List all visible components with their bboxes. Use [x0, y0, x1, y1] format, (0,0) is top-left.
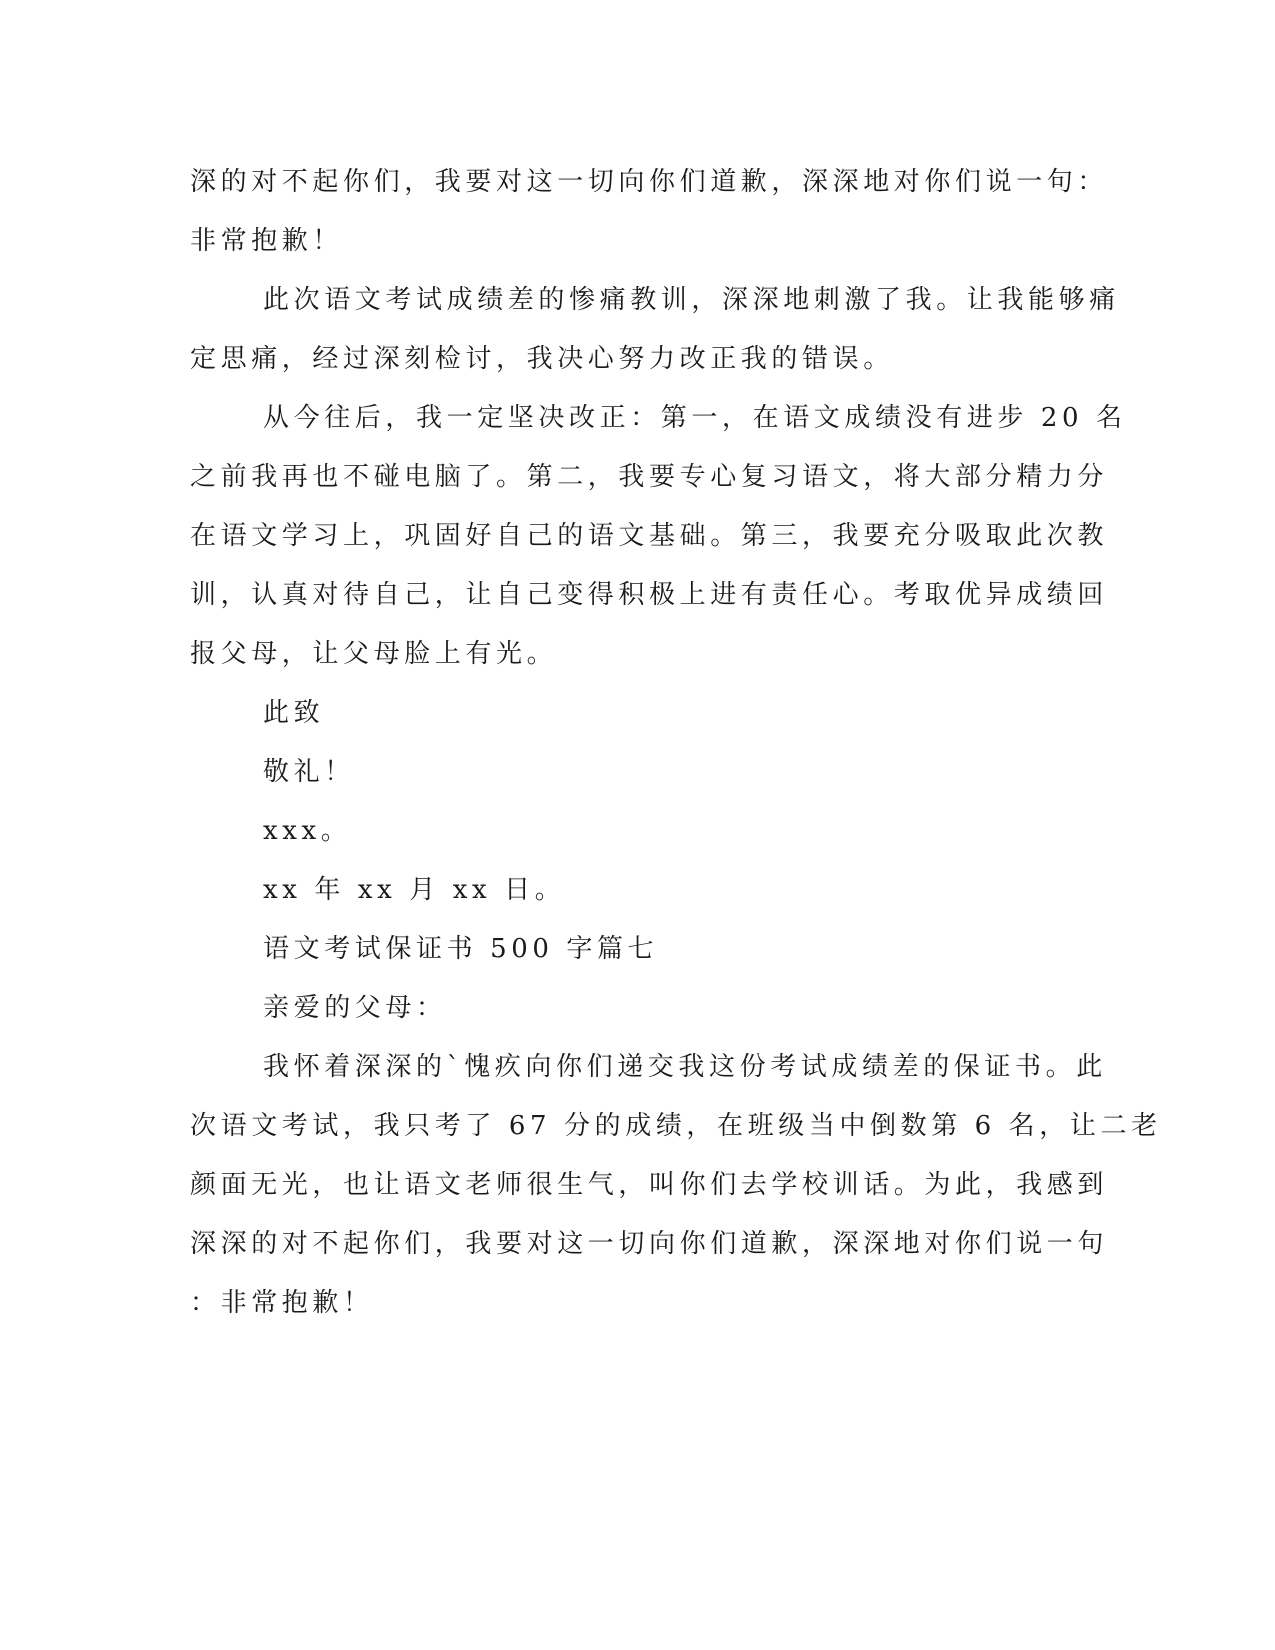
text-line: 之前我再也不碰电脑了。第二，我要专心复习语文，将大部分精力分 [190, 462, 1109, 492]
text-line: 非常抱歉！ [190, 226, 344, 256]
text-line: 次语文考试，我只考了 67 分的成绩，在班级当中倒数第 6 名，让二老 [190, 1111, 1162, 1141]
section-heading: 语文考试保证书 500 字篇七 [263, 934, 659, 964]
text-line: 训，认真对待自己，让自己变得积极上进有责任心。考取优异成绩回 [190, 580, 1109, 610]
text-line: 深的对不起你们，我要对这一切向你们道歉，深深地对你们说一句： [190, 167, 1109, 197]
letter-greeting: 亲爱的父母： [263, 993, 447, 1023]
text-line: 定思痛，经过深刻检讨，我决心努力改正我的错误。 [190, 344, 894, 374]
closing-respect: 敬礼！ [263, 757, 355, 787]
paragraph-start-line: 我怀着深深的`愧疚向你们递交我这份考试成绩差的保证书。此 [263, 1052, 1107, 1082]
text-line: ：非常抱歉！ [190, 1288, 374, 1318]
text-line: 深深的对不起你们，我要对这一切向你们道歉，深深地对你们说一句 [190, 1229, 1109, 1259]
signature-name: xxx。 [263, 816, 352, 846]
text-line: 报父母，让父母脸上有光。 [190, 639, 558, 669]
paragraph-start-line: 此次语文考试成绩差的惨痛教训，深深地刺激了我。让我能够痛 [263, 285, 1120, 315]
closing-salutation: 此致 [263, 698, 325, 728]
signature-date: xx 年 xx 月 xx 日。 [263, 875, 566, 905]
text-line: 在语文学习上，巩固好自己的语文基础。第三，我要充分吸取此次教 [190, 521, 1109, 551]
text-line: 颜面无光，也让语文老师很生气，叫你们去学校训话。为此，我感到 [190, 1170, 1109, 1200]
paragraph-start-line: 从今往后，我一定坚决改正：第一，在语文成绩没有进步 20 名 [263, 403, 1127, 433]
